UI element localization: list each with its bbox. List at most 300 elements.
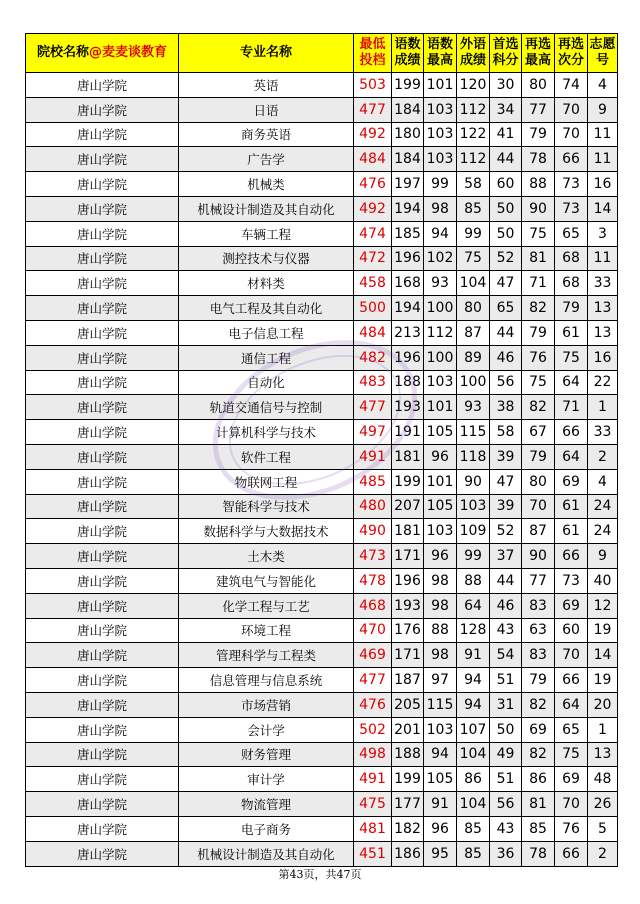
min-score-cell: 497: [354, 420, 392, 445]
first-subject-cell: 31: [490, 692, 522, 717]
table-row: [26, 519, 618, 544]
table-row: [26, 742, 618, 767]
second-max-cell: 83: [522, 643, 555, 668]
foreign-language-cell: 112: [457, 97, 490, 122]
table-row: [26, 221, 618, 246]
first-subject-cell: 34: [490, 97, 522, 122]
first-subject-cell: 54: [490, 643, 522, 668]
first-subject-cell: 56: [490, 370, 522, 395]
second-subject-max-column-header: 再选 最高: [522, 34, 555, 73]
volunteer-number-cell: 26: [588, 792, 618, 817]
volunteer-number-cell: 4: [588, 73, 618, 98]
chinese-math-max-cell: 105: [424, 420, 457, 445]
second-next-cell: 69: [555, 593, 588, 618]
first-subject-cell: 44: [490, 568, 522, 593]
chinese-math-score-cell: 181: [392, 444, 424, 469]
chinese-math-max-cell: 101: [424, 395, 457, 420]
major-cell: 日语: [179, 97, 354, 122]
foreign-language-cell: 87: [457, 320, 490, 345]
min-score-cell: 491: [354, 444, 392, 469]
min-score-cell: 492: [354, 196, 392, 221]
volunteer-number-cell: 19: [588, 618, 618, 643]
second-max-cell: 79: [522, 668, 555, 693]
foreign-language-cell: 94: [457, 668, 490, 693]
chinese-math-max-cell: 98: [424, 568, 457, 593]
first-subject-cell: 30: [490, 73, 522, 98]
second-next-cell: 70: [555, 643, 588, 668]
major-cell: 电气工程及其自动化: [179, 296, 354, 321]
min-score-cell: 451: [354, 841, 392, 866]
chinese-math-max-cell: 100: [424, 296, 457, 321]
volunteer-number-cell: 14: [588, 643, 618, 668]
school-cell: 唐山学院: [26, 568, 179, 593]
foreign-language-cell: 128: [457, 618, 490, 643]
volunteer-number-cell: 5: [588, 816, 618, 841]
chinese-math-score-cell: 194: [392, 296, 424, 321]
foreign-language-cell: 107: [457, 717, 490, 742]
second-next-cell: 68: [555, 271, 588, 296]
major-cell: 机械设计制造及其自动化: [179, 196, 354, 221]
second-subject-next-column-header: 再选 次分: [555, 34, 588, 73]
volunteer-number-cell: 9: [588, 97, 618, 122]
major-cell: 环境工程: [179, 618, 354, 643]
major-cell: 广告学: [179, 147, 354, 172]
volunteer-number-cell: 19: [588, 668, 618, 693]
major-cell: 材料类: [179, 271, 354, 296]
foreign-language-cell: 100: [457, 370, 490, 395]
major-cell: 智能科学与技术: [179, 494, 354, 519]
chinese-math-score-cell: 196: [392, 246, 424, 271]
second-max-cell: 81: [522, 246, 555, 271]
table-row: [26, 816, 618, 841]
chinese-math-max-cell: 94: [424, 221, 457, 246]
second-next-cell: 75: [555, 742, 588, 767]
foreign-language-cell: 99: [457, 221, 490, 246]
school-cell: 唐山学院: [26, 271, 179, 296]
second-max-cell: 78: [522, 841, 555, 866]
chinese-math-score-cell: 207: [392, 494, 424, 519]
min-score-cell: 472: [354, 246, 392, 271]
second-max-cell: 77: [522, 568, 555, 593]
chinese-math-score-cell: 168: [392, 271, 424, 296]
major-cell: 英语: [179, 73, 354, 98]
second-next-cell: 70: [555, 122, 588, 147]
second-max-cell: 75: [522, 221, 555, 246]
second-max-cell: 79: [522, 444, 555, 469]
table-row: [26, 73, 618, 98]
chinese-math-max-cell: 88: [424, 618, 457, 643]
second-max-cell: 88: [522, 172, 555, 197]
school-cell: 唐山学院: [26, 395, 179, 420]
school-cell: 唐山学院: [26, 420, 179, 445]
foreign-language-cell: 118: [457, 444, 490, 469]
first-subject-cell: 49: [490, 742, 522, 767]
min-score-cell: 502: [354, 717, 392, 742]
second-max-cell: 79: [522, 122, 555, 147]
foreign-language-cell: 115: [457, 420, 490, 445]
volunteer-number-cell: 14: [588, 196, 618, 221]
school-cell: 唐山学院: [26, 246, 179, 271]
table-row: [26, 271, 618, 296]
volunteer-number-cell: 24: [588, 519, 618, 544]
school-cell: 唐山学院: [26, 841, 179, 866]
school-cell: 唐山学院: [26, 97, 179, 122]
second-next-cell: 66: [555, 841, 588, 866]
volunteer-number-cell: 2: [588, 841, 618, 866]
first-subject-cell: 50: [490, 196, 522, 221]
school-cell: 唐山学院: [26, 593, 179, 618]
chinese-math-max-cell: 99: [424, 172, 457, 197]
major-cell: 软件工程: [179, 444, 354, 469]
chinese-math-score-cell: 193: [392, 395, 424, 420]
second-max-cell: 63: [522, 618, 555, 643]
major-column-header: 专业名称: [179, 34, 354, 73]
second-next-cell: 61: [555, 519, 588, 544]
table-row: [26, 147, 618, 172]
table-row: [26, 593, 618, 618]
major-cell: 化学工程与工艺: [179, 593, 354, 618]
table-row: [26, 444, 618, 469]
second-max-cell: 90: [522, 544, 555, 569]
school-cell: 唐山学院: [26, 444, 179, 469]
second-max-cell: 87: [522, 519, 555, 544]
chinese-math-score-cell: 205: [392, 692, 424, 717]
min-score-cell: 498: [354, 742, 392, 767]
chinese-math-score-cell: 187: [392, 668, 424, 693]
table-row: [26, 97, 618, 122]
second-max-cell: 90: [522, 196, 555, 221]
second-next-cell: 65: [555, 717, 588, 742]
chinese-math-max-cell: 93: [424, 271, 457, 296]
second-next-cell: 68: [555, 246, 588, 271]
first-subject-cell: 41: [490, 122, 522, 147]
major-cell: 审计学: [179, 767, 354, 792]
table-row: [26, 172, 618, 197]
chinese-math-score-cell: 171: [392, 643, 424, 668]
school-cell: 唐山学院: [26, 296, 179, 321]
foreign-language-cell: 120: [457, 73, 490, 98]
table-row: [26, 370, 618, 395]
first-subject-cell: 44: [490, 320, 522, 345]
second-next-cell: 64: [555, 692, 588, 717]
table-row: [26, 122, 618, 147]
foreign-language-cell: 122: [457, 122, 490, 147]
volunteer-number-cell: 16: [588, 345, 618, 370]
table-row: [26, 420, 618, 445]
table-row: [26, 246, 618, 271]
table-row: [26, 767, 618, 792]
second-next-cell: 64: [555, 444, 588, 469]
second-next-cell: 73: [555, 568, 588, 593]
foreign-language-column-header: 外语 成绩: [457, 34, 490, 73]
second-max-cell: 77: [522, 97, 555, 122]
chinese-math-score-cell: 186: [392, 841, 424, 866]
major-cell: 电子信息工程: [179, 320, 354, 345]
foreign-language-cell: 94: [457, 692, 490, 717]
first-subject-cell: 52: [490, 519, 522, 544]
major-cell: 土木类: [179, 544, 354, 569]
first-subject-column-header: 首选 科分: [490, 34, 522, 73]
first-subject-cell: 50: [490, 221, 522, 246]
chinese-math-max-cell: 97: [424, 668, 457, 693]
second-max-cell: 70: [522, 494, 555, 519]
school-cell: 唐山学院: [26, 494, 179, 519]
school-cell: 唐山学院: [26, 643, 179, 668]
min-score-cell: 484: [354, 147, 392, 172]
chinese-math-score-cell: 185: [392, 221, 424, 246]
min-score-cell: 476: [354, 692, 392, 717]
second-next-cell: 70: [555, 97, 588, 122]
chinese-math-score-cell: 191: [392, 420, 424, 445]
second-next-cell: 66: [555, 544, 588, 569]
chinese-math-max-cell: 96: [424, 544, 457, 569]
chinese-math-score-cell: 196: [392, 568, 424, 593]
second-max-cell: 85: [522, 816, 555, 841]
chinese-math-max-cell: 103: [424, 147, 457, 172]
school-cell: 唐山学院: [26, 519, 179, 544]
foreign-language-cell: 88: [457, 568, 490, 593]
chinese-math-score-cell: 199: [392, 767, 424, 792]
chinese-math-max-cell: 100: [424, 345, 457, 370]
table-row: [26, 196, 618, 221]
volunteer-number-column-header: 志愿 号: [588, 34, 618, 73]
volunteer-number-cell: 2: [588, 444, 618, 469]
min-score-cell: 477: [354, 668, 392, 693]
major-cell: 车辆工程: [179, 221, 354, 246]
second-next-cell: 69: [555, 767, 588, 792]
volunteer-number-cell: 48: [588, 767, 618, 792]
foreign-language-cell: 89: [457, 345, 490, 370]
table-row: [26, 395, 618, 420]
school-cell: 唐山学院: [26, 370, 179, 395]
chinese-math-max-cell: 101: [424, 73, 457, 98]
volunteer-number-cell: 40: [588, 568, 618, 593]
major-cell: 通信工程: [179, 345, 354, 370]
school-cell: 唐山学院: [26, 196, 179, 221]
major-cell: 信息管理与信息系统: [179, 668, 354, 693]
chinese-math-max-cell: 98: [424, 196, 457, 221]
min-score-cell: 481: [354, 816, 392, 841]
second-max-cell: 76: [522, 345, 555, 370]
major-cell: 物流管理: [179, 792, 354, 817]
chinese-math-score-cell: 197: [392, 172, 424, 197]
school-cell: 唐山学院: [26, 122, 179, 147]
school-cell: 唐山学院: [26, 147, 179, 172]
school-cell: 唐山学院: [26, 618, 179, 643]
chinese-math-max-cell: 115: [424, 692, 457, 717]
table-row: [26, 469, 618, 494]
chinese-math-score-cell: 177: [392, 792, 424, 817]
min-score-cell: 483: [354, 370, 392, 395]
volunteer-number-cell: 9: [588, 544, 618, 569]
table-row: [26, 345, 618, 370]
min-score-cell: 503: [354, 73, 392, 98]
min-score-column-header: 最低 投档: [354, 34, 392, 73]
foreign-language-cell: 104: [457, 271, 490, 296]
chinese-math-score-cell: 182: [392, 816, 424, 841]
first-subject-cell: 38: [490, 395, 522, 420]
volunteer-number-cell: 1: [588, 395, 618, 420]
table-row: [26, 296, 618, 321]
second-next-cell: 66: [555, 668, 588, 693]
foreign-language-cell: 104: [457, 792, 490, 817]
second-next-cell: 61: [555, 494, 588, 519]
volunteer-number-cell: 3: [588, 221, 618, 246]
second-max-cell: 69: [522, 717, 555, 742]
chinese-math-max-cell: 94: [424, 742, 457, 767]
second-max-cell: 78: [522, 147, 555, 172]
volunteer-number-cell: 20: [588, 692, 618, 717]
chinese-math-max-cell: 95: [424, 841, 457, 866]
second-max-cell: 67: [522, 420, 555, 445]
second-next-cell: 69: [555, 469, 588, 494]
second-max-cell: 82: [522, 742, 555, 767]
chinese-math-score-cell: 196: [392, 345, 424, 370]
chinese-math-max-cell: 103: [424, 519, 457, 544]
chinese-math-score-cell: 213: [392, 320, 424, 345]
major-cell: 测控技术与仪器: [179, 246, 354, 271]
min-score-cell: 484: [354, 320, 392, 345]
foreign-language-cell: 80: [457, 296, 490, 321]
min-score-cell: 490: [354, 519, 392, 544]
min-score-cell: 473: [354, 544, 392, 569]
major-cell: 机械类: [179, 172, 354, 197]
second-next-cell: 75: [555, 345, 588, 370]
chinese-math-score-cell: 188: [392, 370, 424, 395]
first-subject-cell: 39: [490, 494, 522, 519]
foreign-language-cell: 85: [457, 196, 490, 221]
chinese-math-max-cell: 103: [424, 370, 457, 395]
foreign-language-cell: 85: [457, 841, 490, 866]
major-cell: 轨道交通信号与控制: [179, 395, 354, 420]
volunteer-number-cell: 11: [588, 246, 618, 271]
first-subject-cell: 52: [490, 246, 522, 271]
min-score-cell: 469: [354, 643, 392, 668]
major-cell: 财务管理: [179, 742, 354, 767]
first-subject-cell: 39: [490, 444, 522, 469]
school-cell: 唐山学院: [26, 73, 179, 98]
chinese-math-max-cell: 105: [424, 494, 457, 519]
table-row: [26, 568, 618, 593]
major-cell: 市场营销: [179, 692, 354, 717]
volunteer-number-cell: 24: [588, 494, 618, 519]
school-cell: 唐山学院: [26, 717, 179, 742]
second-next-cell: 74: [555, 73, 588, 98]
chinese-math-max-cell: 102: [424, 246, 457, 271]
first-subject-cell: 46: [490, 345, 522, 370]
second-next-cell: 73: [555, 172, 588, 197]
first-subject-cell: 51: [490, 767, 522, 792]
school-cell: 唐山学院: [26, 172, 179, 197]
school-cell: 唐山学院: [26, 692, 179, 717]
volunteer-number-cell: 1: [588, 717, 618, 742]
second-max-cell: 75: [522, 370, 555, 395]
chinese-math-score-cell: 188: [392, 742, 424, 767]
chinese-math-max-cell: 98: [424, 643, 457, 668]
chinese-math-max-column-header: 语数 最高: [424, 34, 457, 73]
second-max-cell: 82: [522, 395, 555, 420]
school-cell: 唐山学院: [26, 469, 179, 494]
chinese-math-max-cell: 96: [424, 816, 457, 841]
second-next-cell: 61: [555, 320, 588, 345]
foreign-language-cell: 112: [457, 147, 490, 172]
min-score-cell: 477: [354, 395, 392, 420]
volunteer-number-cell: 33: [588, 420, 618, 445]
major-cell: 电子商务: [179, 816, 354, 841]
chinese-math-max-cell: 105: [424, 767, 457, 792]
foreign-language-cell: 103: [457, 494, 490, 519]
table-row: [26, 668, 618, 693]
chinese-math-score-column-header: 语数 成绩: [392, 34, 424, 73]
chinese-math-max-cell: 101: [424, 469, 457, 494]
chinese-math-score-cell: 171: [392, 544, 424, 569]
admission-score-table: [25, 33, 618, 867]
chinese-math-max-cell: 96: [424, 444, 457, 469]
major-cell: 会计学: [179, 717, 354, 742]
major-cell: 计算机科学与技术: [179, 420, 354, 445]
table-row: [26, 692, 618, 717]
second-next-cell: 66: [555, 420, 588, 445]
table-body: [26, 73, 618, 867]
volunteer-number-cell: 11: [588, 122, 618, 147]
chinese-math-score-cell: 181: [392, 519, 424, 544]
first-subject-cell: 56: [490, 792, 522, 817]
table-row: [26, 792, 618, 817]
first-subject-cell: 47: [490, 271, 522, 296]
second-next-cell: 73: [555, 196, 588, 221]
min-score-cell: 485: [354, 469, 392, 494]
min-score-cell: 468: [354, 593, 392, 618]
chinese-math-score-cell: 201: [392, 717, 424, 742]
major-cell: 商务英语: [179, 122, 354, 147]
volunteer-number-cell: 13: [588, 296, 618, 321]
second-next-cell: 76: [555, 816, 588, 841]
second-max-cell: 80: [522, 469, 555, 494]
second-next-cell: 71: [555, 395, 588, 420]
table-row: [26, 618, 618, 643]
school-cell: 唐山学院: [26, 544, 179, 569]
volunteer-number-cell: 16: [588, 172, 618, 197]
volunteer-number-cell: 13: [588, 320, 618, 345]
school-cell: 唐山学院: [26, 221, 179, 246]
table-row: [26, 841, 618, 866]
second-max-cell: 71: [522, 271, 555, 296]
second-next-cell: 64: [555, 370, 588, 395]
second-max-cell: 86: [522, 767, 555, 792]
chinese-math-score-cell: 194: [392, 196, 424, 221]
min-score-cell: 491: [354, 767, 392, 792]
second-next-cell: 79: [555, 296, 588, 321]
chinese-math-max-cell: 112: [424, 320, 457, 345]
first-subject-cell: 65: [490, 296, 522, 321]
chinese-math-max-cell: 103: [424, 122, 457, 147]
chinese-math-score-cell: 180: [392, 122, 424, 147]
first-subject-cell: 47: [490, 469, 522, 494]
min-score-cell: 475: [354, 792, 392, 817]
foreign-language-cell: 58: [457, 172, 490, 197]
second-next-cell: 70: [555, 792, 588, 817]
foreign-language-cell: 75: [457, 246, 490, 271]
first-subject-cell: 36: [490, 841, 522, 866]
chinese-math-score-cell: 176: [392, 618, 424, 643]
school-cell: 唐山学院: [26, 767, 179, 792]
second-max-cell: 82: [522, 692, 555, 717]
volunteer-number-cell: 12: [588, 593, 618, 618]
min-score-cell: 480: [354, 494, 392, 519]
foreign-language-cell: 64: [457, 593, 490, 618]
major-cell: 管理科学与工程类: [179, 643, 354, 668]
school-cell: 唐山学院: [26, 320, 179, 345]
